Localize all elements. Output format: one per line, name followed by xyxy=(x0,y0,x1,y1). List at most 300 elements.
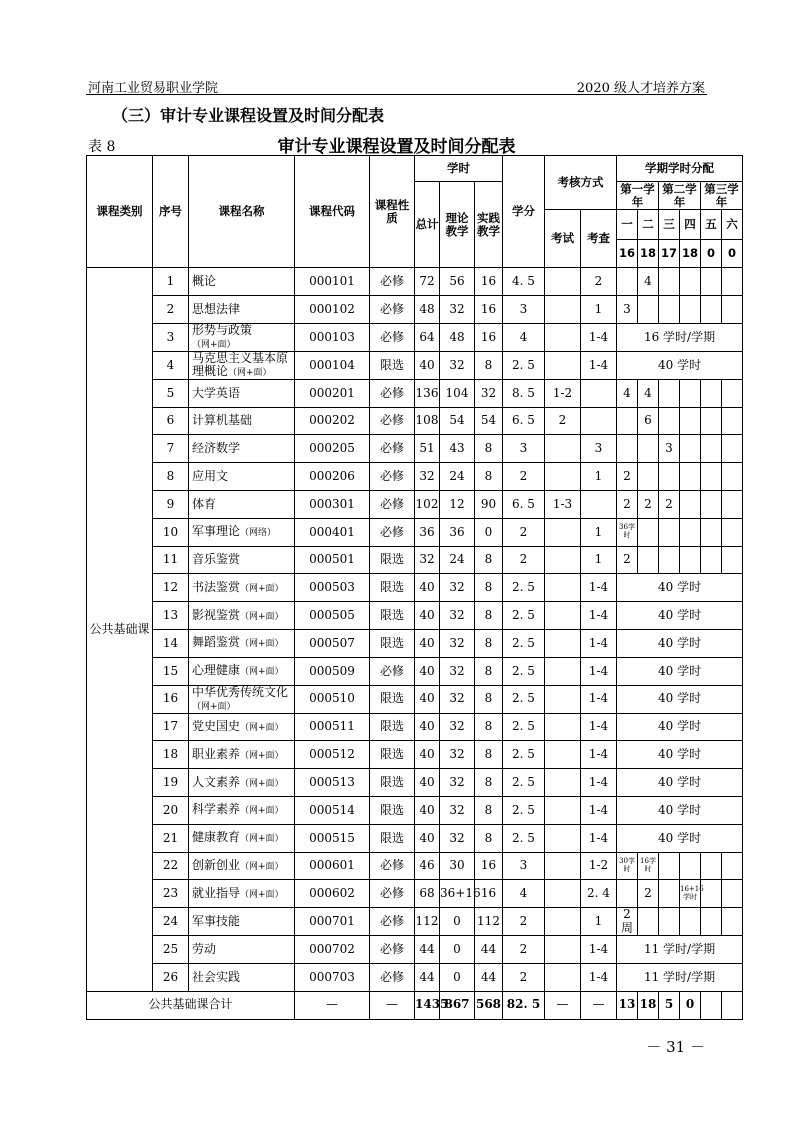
table-row xyxy=(87,713,743,741)
credit-cell: 2. 5 xyxy=(503,574,545,602)
table-row xyxy=(87,323,743,351)
semester-1-cell xyxy=(617,407,638,435)
nature-cell: 必修 xyxy=(370,490,415,518)
semester-span-cell: 11 学时/学期 xyxy=(617,935,743,963)
check-cell: 2. 4 xyxy=(581,880,617,908)
semester-4-cell xyxy=(680,490,701,518)
page-number: － 31 － xyxy=(646,1038,705,1056)
seq-cell: 21 xyxy=(153,824,189,852)
col-w1: 16 xyxy=(617,240,638,268)
exam-cell: 2 xyxy=(545,407,581,435)
practice-cell: 8 xyxy=(475,824,503,852)
code-cell: 000507 xyxy=(295,629,370,657)
exam-cell xyxy=(545,880,581,908)
practice-cell: 0 xyxy=(475,518,503,546)
total-cell: 72 xyxy=(415,268,440,296)
semester-5-cell xyxy=(701,435,722,463)
semester-5-cell xyxy=(701,852,722,880)
check-cell: 1 xyxy=(581,546,617,574)
semester-6-cell xyxy=(722,546,743,574)
seq-cell: 3 xyxy=(153,323,189,351)
course-name: 社会实践 xyxy=(192,969,241,984)
credit-cell: 2. 5 xyxy=(503,629,545,657)
total-cell: 40 xyxy=(415,574,440,602)
exam-cell xyxy=(545,435,581,463)
total-row xyxy=(87,991,743,1019)
theory-cell: 0 xyxy=(440,935,475,963)
practice-cell: 8 xyxy=(475,796,503,824)
check-cell: 1-4 xyxy=(581,713,617,741)
table-row xyxy=(87,657,743,685)
course-name: 就业指导 xyxy=(192,885,241,900)
nature-cell: 限选 xyxy=(370,685,415,713)
nature-cell: 必修 xyxy=(370,323,415,351)
col-nature: 课程性质 xyxy=(370,156,415,268)
total-cell: 32 xyxy=(415,546,440,574)
credit-cell: 2. 5 xyxy=(503,685,545,713)
course-mode-note: （网+面） xyxy=(228,367,272,378)
check-cell: 1-4 xyxy=(581,657,617,685)
semester-1-cell: 2 周 xyxy=(617,908,638,936)
total-cell: 136 xyxy=(415,379,440,407)
exam-cell xyxy=(545,657,581,685)
course-name: 党史国史 xyxy=(192,719,241,734)
total-theory: 867 xyxy=(440,991,475,1019)
exam-cell xyxy=(545,351,581,379)
course-name-cell xyxy=(189,407,295,435)
theory-cell: 32 xyxy=(440,602,475,630)
course-mode-note: （网+面） xyxy=(192,701,236,712)
semester-4-cell xyxy=(680,407,701,435)
check-cell: 1-4 xyxy=(581,685,617,713)
semester-3-cell xyxy=(659,908,680,936)
table-row xyxy=(87,602,743,630)
check-cell xyxy=(581,490,617,518)
total-cell: 40 xyxy=(415,713,440,741)
semester-2-cell xyxy=(638,518,659,546)
code-cell: 000205 xyxy=(295,435,370,463)
seq-cell: 22 xyxy=(153,852,189,880)
header-divider xyxy=(86,94,707,95)
code-cell: 000206 xyxy=(295,463,370,491)
semester-5-cell xyxy=(701,546,722,574)
seq-cell: 7 xyxy=(153,435,189,463)
total-check: — xyxy=(581,991,617,1019)
total-label: 公共基础课合计 xyxy=(87,991,295,1019)
semester-2-cell: 6 xyxy=(638,407,659,435)
nature-cell: 限选 xyxy=(370,796,415,824)
semester-3-cell xyxy=(659,379,680,407)
practice-cell: 8 xyxy=(475,435,503,463)
theory-cell: 24 xyxy=(440,463,475,491)
course-name: 经济数学 xyxy=(192,441,241,456)
course-name: 影视鉴赏 xyxy=(192,607,241,622)
course-name-cell xyxy=(189,880,295,908)
check-cell: 1-4 xyxy=(581,935,617,963)
total-cell: 112 xyxy=(415,908,440,936)
course-name-cell xyxy=(189,268,295,296)
exam-cell xyxy=(545,908,581,936)
semester-span-cell: 40 学时 xyxy=(617,824,743,852)
theory-cell: 32 xyxy=(440,295,475,323)
course-name: 大学英语 xyxy=(192,385,241,400)
nature-cell: 必修 xyxy=(370,908,415,936)
semester-3-cell xyxy=(659,852,680,880)
theory-cell: 32 xyxy=(440,824,475,852)
credit-cell: 3 xyxy=(503,435,545,463)
course-name: 职业素养 xyxy=(192,746,241,761)
course-name-cell xyxy=(189,741,295,769)
code-cell: 000102 xyxy=(295,295,370,323)
nature-cell: 限选 xyxy=(370,574,415,602)
col-practice: 实践教学 xyxy=(475,182,503,268)
semester-span-cell: 40 学时 xyxy=(617,769,743,797)
total-s4: 0 xyxy=(680,991,701,1019)
theory-cell: 0 xyxy=(440,963,475,991)
table-row xyxy=(87,574,743,602)
col-category: 课程类别 xyxy=(87,156,153,268)
course-mode-note: （网+面） xyxy=(240,778,284,789)
check-cell: 2 xyxy=(581,268,617,296)
table-row xyxy=(87,518,743,546)
semester-4-cell: 16+16学时 xyxy=(680,880,701,908)
table-row xyxy=(87,435,743,463)
table-row xyxy=(87,685,743,713)
course-mode-note: （网+面） xyxy=(240,667,284,678)
course-name-cell xyxy=(189,685,295,713)
seq-cell: 24 xyxy=(153,908,189,936)
theory-cell: 104 xyxy=(440,379,475,407)
course-name-cell xyxy=(189,769,295,797)
semester-6-cell xyxy=(722,490,743,518)
nature-cell: 限选 xyxy=(370,351,415,379)
table-row xyxy=(87,379,743,407)
theory-cell: 36 xyxy=(440,518,475,546)
table-body xyxy=(87,268,743,992)
semester-4-cell xyxy=(680,295,701,323)
credit-cell: 2. 5 xyxy=(503,602,545,630)
course-name: 中华优秀传统文化 xyxy=(192,684,289,699)
credit-cell: 4 xyxy=(503,323,545,351)
exam-cell xyxy=(545,852,581,880)
credit-cell: 2 xyxy=(503,518,545,546)
credit-cell: 2 xyxy=(503,963,545,991)
semester-span-cell: 16 学时/学期 xyxy=(617,323,743,351)
course-name: 军事技能 xyxy=(192,913,241,928)
col-year3: 第三学年 xyxy=(701,182,743,210)
col-s5: 五 xyxy=(701,210,722,240)
exam-cell xyxy=(545,963,581,991)
exam-cell xyxy=(545,546,581,574)
credit-cell: 2 xyxy=(503,908,545,936)
semester-6-cell xyxy=(722,295,743,323)
col-s1: 一 xyxy=(617,210,638,240)
code-cell: 000101 xyxy=(295,268,370,296)
seq-cell: 6 xyxy=(153,407,189,435)
practice-cell: 8 xyxy=(475,546,503,574)
semester-5-cell xyxy=(701,880,722,908)
course-name-cell xyxy=(189,796,295,824)
course-name: 健康教育 xyxy=(192,830,241,845)
theory-cell: 32 xyxy=(440,657,475,685)
seq-cell: 25 xyxy=(153,935,189,963)
semester-4-cell xyxy=(680,463,701,491)
seq-cell: 10 xyxy=(153,518,189,546)
total-hours: 1435 xyxy=(415,991,440,1019)
total-cell: 68 xyxy=(415,880,440,908)
code-cell: 000512 xyxy=(295,741,370,769)
semester-span-cell: 40 学时 xyxy=(617,796,743,824)
seq-cell: 12 xyxy=(153,574,189,602)
table-row xyxy=(87,963,743,991)
semester-2-cell xyxy=(638,908,659,936)
table-row xyxy=(87,880,743,908)
nature-cell: 限选 xyxy=(370,824,415,852)
practice-cell: 44 xyxy=(475,963,503,991)
course-mode-note: （网+面） xyxy=(240,611,284,622)
theory-cell: 32 xyxy=(440,685,475,713)
nature-cell: 限选 xyxy=(370,741,415,769)
course-name: 体育 xyxy=(192,496,217,511)
nature-cell: 必修 xyxy=(370,463,415,491)
credit-cell: 2 xyxy=(503,935,545,963)
course-mode-note: （网+面） xyxy=(240,806,284,817)
semester-5-cell xyxy=(701,379,722,407)
practice-cell: 32 xyxy=(475,379,503,407)
course-name-cell xyxy=(189,295,295,323)
semester-1-cell xyxy=(617,880,638,908)
course-name: 思想法律 xyxy=(192,301,241,316)
credit-cell: 2 xyxy=(503,463,545,491)
semester-2-cell xyxy=(638,435,659,463)
theory-cell: 32 xyxy=(440,741,475,769)
semester-span-cell: 11 学时/学期 xyxy=(617,963,743,991)
total-cell: 44 xyxy=(415,963,440,991)
exam-cell xyxy=(545,824,581,852)
table-title: 审计专业课程设置及时间分配表 xyxy=(277,137,516,157)
table-row xyxy=(87,407,743,435)
code-cell: 000510 xyxy=(295,685,370,713)
semester-1-cell: 36学时 xyxy=(617,518,638,546)
theory-cell: 0 xyxy=(440,908,475,936)
nature-cell: 必修 xyxy=(370,295,415,323)
course-name: 创新创业 xyxy=(192,858,241,873)
total-cell: 108 xyxy=(415,407,440,435)
nature-cell: 必修 xyxy=(370,379,415,407)
semester-6-cell xyxy=(722,268,743,296)
semester-span-cell: 40 学时 xyxy=(617,657,743,685)
col-year1: 第一学年 xyxy=(617,182,659,210)
course-name: 军事理论 xyxy=(192,524,241,539)
semester-5-cell xyxy=(701,463,722,491)
col-check: 考查 xyxy=(581,210,617,268)
semester-6-cell xyxy=(722,435,743,463)
nature-cell: 必修 xyxy=(370,268,415,296)
semester-4-cell xyxy=(680,268,701,296)
theory-cell: 32 xyxy=(440,574,475,602)
total-cell: 51 xyxy=(415,435,440,463)
check-cell: 3 xyxy=(581,435,617,463)
course-name: 劳动 xyxy=(192,941,217,956)
theory-cell: 32 xyxy=(440,796,475,824)
course-mode-note: （网+面） xyxy=(240,723,284,734)
col-year2: 第二学年 xyxy=(659,182,701,210)
exam-cell xyxy=(545,713,581,741)
col-theory: 理论教学 xyxy=(440,182,475,268)
table-row xyxy=(87,546,743,574)
table-row xyxy=(87,295,743,323)
seq-cell: 8 xyxy=(153,463,189,491)
total-cell: 36 xyxy=(415,518,440,546)
exam-cell xyxy=(545,295,581,323)
semester-3-cell: 2 xyxy=(659,490,680,518)
practice-cell: 8 xyxy=(475,629,503,657)
table-header xyxy=(87,156,743,268)
col-s4: 四 xyxy=(680,210,701,240)
practice-cell: 8 xyxy=(475,463,503,491)
total-s3: 5 xyxy=(659,991,680,1019)
practice-cell: 8 xyxy=(475,741,503,769)
semester-4-cell xyxy=(680,435,701,463)
course-name: 心理健康 xyxy=(192,663,241,678)
total-nature: — xyxy=(370,991,415,1019)
check-cell: 1 xyxy=(581,518,617,546)
semester-1-cell: 2 xyxy=(617,490,638,518)
credit-cell: 2. 5 xyxy=(503,741,545,769)
course-table xyxy=(86,155,743,1020)
practice-cell: 44 xyxy=(475,935,503,963)
credit-cell: 4. 5 xyxy=(503,268,545,296)
code-cell: 000401 xyxy=(295,518,370,546)
table-label: 表 8 xyxy=(88,139,116,155)
seq-cell: 16 xyxy=(153,685,189,713)
exam-cell xyxy=(545,796,581,824)
practice-cell: 16 xyxy=(475,323,503,351)
course-mode-note: （网+面） xyxy=(240,862,284,873)
table-row xyxy=(87,490,743,518)
theory-cell: 43 xyxy=(440,435,475,463)
practice-cell: 8 xyxy=(475,602,503,630)
semester-1-cell xyxy=(617,435,638,463)
nature-cell: 限选 xyxy=(370,546,415,574)
total-s5 xyxy=(701,991,722,1019)
check-cell xyxy=(581,407,617,435)
course-mode-note: （网+面） xyxy=(240,750,284,761)
semester-3-cell xyxy=(659,546,680,574)
credit-cell: 6. 5 xyxy=(503,490,545,518)
table-row xyxy=(87,769,743,797)
table-row xyxy=(87,824,743,852)
code-cell: 000103 xyxy=(295,323,370,351)
semester-6-cell xyxy=(722,518,743,546)
code-cell: 000301 xyxy=(295,490,370,518)
course-name-cell xyxy=(189,546,295,574)
practice-cell: 8 xyxy=(475,351,503,379)
course-name: 马克思主义基本原理概论 xyxy=(192,350,289,378)
semester-2-cell: 4 xyxy=(638,379,659,407)
table-row xyxy=(87,629,743,657)
check-cell: 1 xyxy=(581,463,617,491)
theory-cell: 36+16 xyxy=(440,880,475,908)
check-cell: 1-4 xyxy=(581,741,617,769)
seq-cell: 11 xyxy=(153,546,189,574)
credit-cell: 2. 5 xyxy=(503,796,545,824)
semester-6-cell xyxy=(722,407,743,435)
semester-2-cell xyxy=(638,546,659,574)
practice-cell: 16 xyxy=(475,852,503,880)
semester-6-cell xyxy=(722,880,743,908)
check-cell: 1 xyxy=(581,908,617,936)
nature-cell: 限选 xyxy=(370,713,415,741)
code-cell: 000515 xyxy=(295,824,370,852)
semester-1-cell: 2 xyxy=(617,546,638,574)
practice-cell: 8 xyxy=(475,657,503,685)
semester-3-cell xyxy=(659,295,680,323)
code-cell: 000501 xyxy=(295,546,370,574)
practice-cell: 90 xyxy=(475,490,503,518)
course-name-cell xyxy=(189,379,295,407)
credit-cell: 8. 5 xyxy=(503,379,545,407)
course-name-cell xyxy=(189,935,295,963)
code-cell: 000509 xyxy=(295,657,370,685)
semester-1-cell xyxy=(617,268,638,296)
col-name: 课程名称 xyxy=(189,156,295,268)
course-name: 应用文 xyxy=(192,468,229,483)
semester-3-cell xyxy=(659,463,680,491)
practice-cell: 16 xyxy=(475,295,503,323)
seq-cell: 5 xyxy=(153,379,189,407)
seq-cell: 18 xyxy=(153,741,189,769)
practice-cell: 8 xyxy=(475,713,503,741)
table-row xyxy=(87,796,743,824)
total-cell: 64 xyxy=(415,323,440,351)
semester-6-cell xyxy=(722,379,743,407)
code-cell: 000701 xyxy=(295,908,370,936)
col-w6: 0 xyxy=(722,240,743,268)
section-title: （三）审计专业课程设置及时间分配表 xyxy=(112,106,385,125)
exam-cell xyxy=(545,602,581,630)
semester-6-cell xyxy=(722,852,743,880)
course-name-cell xyxy=(189,713,295,741)
col-credit: 学分 xyxy=(503,156,545,268)
nature-cell: 必修 xyxy=(370,852,415,880)
check-cell: 1-4 xyxy=(581,963,617,991)
total-cell: 40 xyxy=(415,769,440,797)
theory-cell: 32 xyxy=(440,351,475,379)
course-name-cell xyxy=(189,657,295,685)
check-cell: 1-4 xyxy=(581,796,617,824)
table-row xyxy=(87,268,743,296)
code-cell: 000201 xyxy=(295,379,370,407)
total-exam: — xyxy=(545,991,581,1019)
total-cell: 40 xyxy=(415,824,440,852)
course-name: 计算机基础 xyxy=(192,413,253,428)
check-cell: 1-4 xyxy=(581,323,617,351)
check-cell: 1 xyxy=(581,295,617,323)
code-cell: 000503 xyxy=(295,574,370,602)
col-w2: 18 xyxy=(638,240,659,268)
total-s6 xyxy=(722,991,743,1019)
course-name: 人文素养 xyxy=(192,774,241,789)
nature-cell: 必修 xyxy=(370,435,415,463)
check-cell: 1-4 xyxy=(581,824,617,852)
course-mode-note: （网络） xyxy=(240,528,277,539)
semester-span-cell: 40 学时 xyxy=(617,351,743,379)
semester-1-cell: 4 xyxy=(617,379,638,407)
exam-cell xyxy=(545,323,581,351)
semester-span-cell: 40 学时 xyxy=(617,713,743,741)
semester-5-cell xyxy=(701,908,722,936)
